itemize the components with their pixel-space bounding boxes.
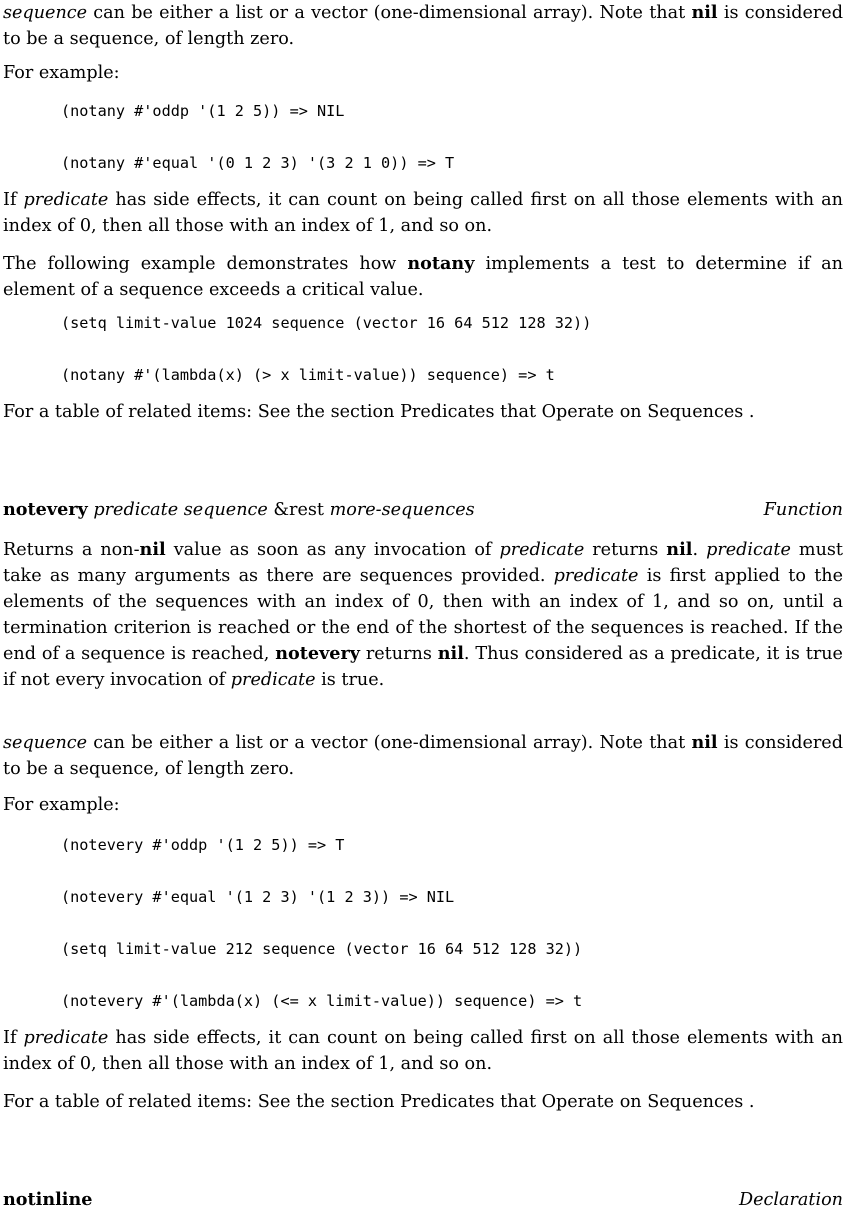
entry-kind: Function [763, 500, 843, 520]
entry-name: notevery [3, 499, 88, 520]
entry-header-notinline [3, 1188, 843, 1212]
code-example: (notany #'oddp '(1 2 5)) => NIL [61, 102, 345, 120]
code-example: (setq limit-value 212 sequence (vector 16 64 512 128 32)) [61, 940, 583, 958]
for-example-label: For example: [3, 63, 120, 83]
entry-header-notevery [3, 498, 843, 522]
related-items-paragraph: For a table of related items: See the section Predicates that Operate on Sequences . [3, 402, 755, 422]
code-example: (notevery #'oddp '(1 2 5)) => T [61, 836, 345, 854]
notevery-description: Returns a non-nil value as soon as any invocation of predicate returns nil. predicate must take as many arguments as there are sequences provided. predicate is first applied to the elements of the sequences with an index of 0, then with an index of 1, and so on, until a termination criterion is reached or the end of the shortest of the sequences is reached. If the end of a sequence is reached, notevery returns nil. Thus considered as a predicate, it is true if not every invocation of predicate is true. [3, 539, 844, 690]
entry-signature: notevery predicate sequence &rest more-sequences [3, 499, 475, 520]
code-example: (notevery #'equal '(1 2 3) '(1 2 3)) => NIL [61, 888, 455, 906]
code-example: (notevery #'(lambda(x) (<= x limit-value)) sequence) => t [61, 992, 583, 1010]
side-effects-paragraph: If predicate has side effects, it can count on being called first on all those elements with an index of 0, then all those with an index of 1, and so on. [3, 1028, 843, 1074]
entry-kind: Declaration [738, 1190, 843, 1210]
sequence-note-paragraph: sequence can be either a list or a vector (one-dimensional array). Note that nil is considered to be a sequence, of length zero. [3, 732, 843, 779]
related-items-paragraph: For a table of related items: See the section Predicates that Operate on Sequences . [3, 1092, 755, 1112]
sequence-note-paragraph: sequence can be either a list or a vector (one-dimensional array). Note that nil is considered to be a sequence, of length zero. [3, 2, 843, 49]
for-example-label: For example: [3, 795, 120, 815]
code-example: (notany #'equal '(0 1 2 3) '(3 2 1 0)) => T [61, 154, 455, 172]
code-example: (setq limit-value 1024 sequence (vector 16 64 512 128 32)) [61, 314, 592, 332]
demo-paragraph: The following example demonstrates how notany implements a test to determine if an element of a sequence exceeds a critical value. [3, 253, 843, 300]
code-example: (notany #'(lambda(x) (> x limit-value)) sequence) => t [61, 366, 555, 384]
entry-name: notinline [3, 1189, 93, 1210]
side-effects-paragraph: If predicate has side effects, it can count on being called first on all those elements with an index of 0, then all those with an index of 1, and so on. [3, 190, 843, 236]
